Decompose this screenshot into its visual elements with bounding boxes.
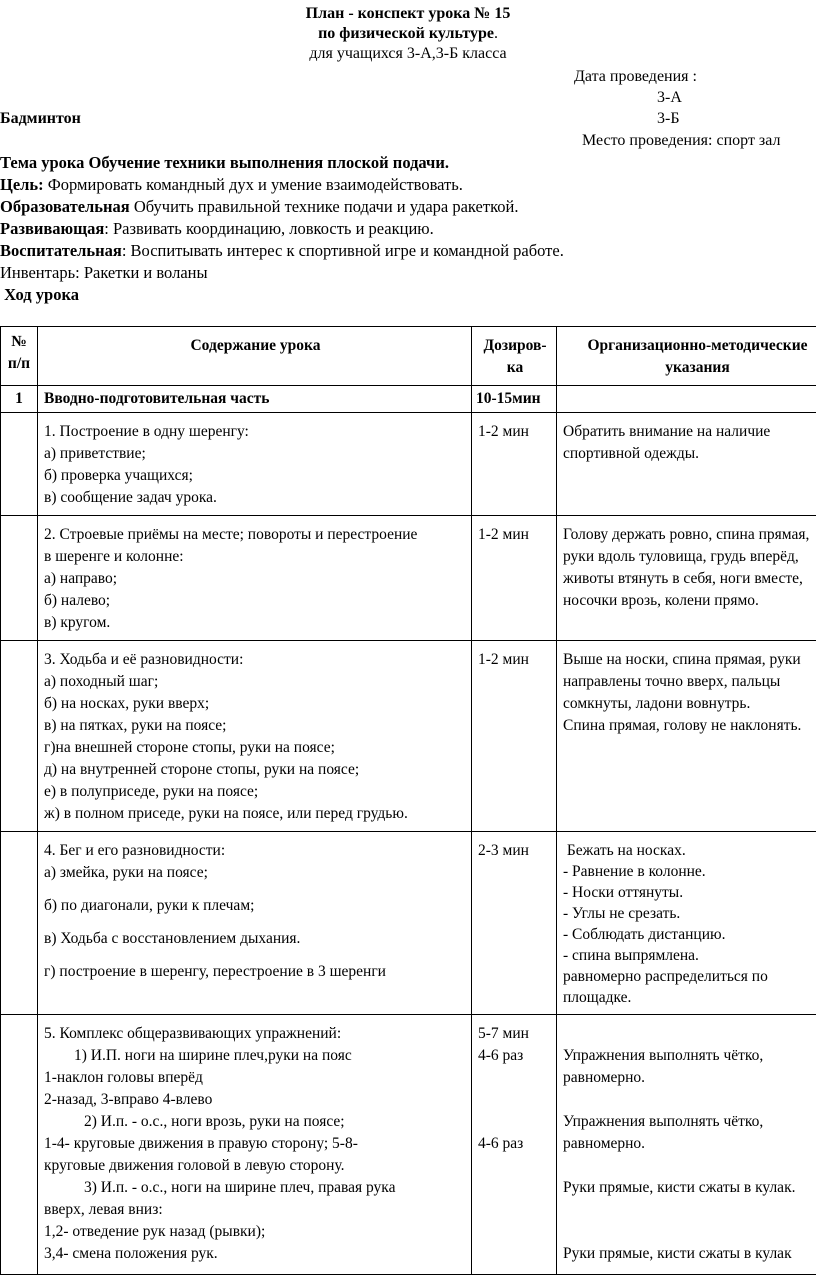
row-num-cell xyxy=(1,1015,38,1275)
row-content: 1. Построение в одну шеренгу: а) приветствие; б) проверка учащихся; в) сообщение задач урока. xyxy=(38,413,472,516)
header-notes: Организационно-методические указания xyxy=(557,327,816,386)
title-line-2 xyxy=(0,24,816,44)
row-notes: Выше на носки, спина прямая, руки направлены точно вверх, пальцы сомкнуты, ладони вовнутрь. Спина прямая, голову не наклонять. xyxy=(557,641,816,832)
title-line-3: для учащихся 3-А,3-Б класса xyxy=(0,44,816,64)
header-content: Содержание урока xyxy=(38,327,472,386)
row-dose: 1-2 мин xyxy=(472,641,557,832)
row-content: 3. Ходьба и её разновидности: а) походный шаг; б) на носках, руки вверх; в) на пятках, руки на поясе; г)на внешней стороне стопы, руки на поясе; д) на внутренней стороне стопы, руки на поясе; е) в полуприседе, руки на поясе; ж) в полном приседе, руки на поясе, или перед грудью. xyxy=(38,641,472,832)
title-subject: по физической культуре xyxy=(318,25,494,42)
section-notes xyxy=(557,386,816,413)
title-period: . xyxy=(494,25,498,42)
dev-line xyxy=(0,218,434,240)
section-dose: 10-15мин xyxy=(472,386,557,413)
topic-line xyxy=(0,152,449,174)
dev-text: : Развивать координацию, ловкость и реакцию. xyxy=(104,219,433,238)
row-num-cell xyxy=(1,641,38,832)
table-row xyxy=(1,1015,816,1275)
date-label: Дата проведения : xyxy=(574,67,697,87)
place-label: Место проведения: спорт зал xyxy=(582,131,780,151)
row-dose: 5-7 мин 4-6 раз 4-6 раз xyxy=(472,1015,557,1275)
goal-line xyxy=(0,174,463,196)
row-num-cell xyxy=(1,516,38,641)
edu-text: Обучить правильной технике подачи и удара ракеткой. xyxy=(130,197,519,216)
table-row xyxy=(1,832,816,1015)
lesson-table xyxy=(0,326,816,1275)
up-label: Воспитательная xyxy=(0,241,122,260)
dev-label: Развивающая xyxy=(0,219,104,238)
course-heading: Ход урока xyxy=(0,284,79,306)
row-dose: 2-3 мин xyxy=(472,832,557,1015)
goal-label: Цель: xyxy=(0,175,44,194)
inventory-line: Инвентарь: Ракетки и воланы xyxy=(0,262,208,284)
edu-line xyxy=(0,196,518,218)
section-num: 1 xyxy=(1,386,38,413)
title-line-1: План - конспект урока № 15 xyxy=(0,4,816,24)
section-row xyxy=(1,386,816,413)
row-content: 2. Строевые приёмы на месте; повороты и перестроение в шеренге и колонне: а) направо; б) налево; в) кругом. xyxy=(38,516,472,641)
row-num-cell xyxy=(1,832,38,1015)
row-dose: 1-2 мин xyxy=(472,516,557,641)
row-notes: Бежать на носках. - Равнение в колонне. - Носки оттянуты. - Углы не срезать. - Соблюдать дистанцию. - спина выпрямлена. равномерно распределиться по площадке. xyxy=(557,832,816,1015)
table-row xyxy=(1,641,816,832)
sport-name: Бадминтон xyxy=(0,109,81,129)
topic-text: Обучение техники выполнения плоской подачи. xyxy=(84,153,449,172)
up-text: : Воспитывать интерес к спортивной игре и командной работе. xyxy=(122,241,564,260)
topic-label: Тема урока xyxy=(0,153,84,172)
table-header-row xyxy=(1,327,816,386)
row-num-cell xyxy=(1,413,38,516)
row-content: 5. Комплекс общеразвивающих упражнений: 1) И.П. ноги на ширине плеч,руки на пояс 1-наклон головы вперёд 2-назад, 3-вправо 4-влево 2) И.п. - о.с., ноги врозь, руки на поясе; 1-4- круговые движения в правую сторону; 5-8- круговые движения головой в левую сторону. 3) И.п. - о.с., ноги на ширине плеч, правая рука вверх, левая вниз: 1,2- отведение рук назад (рывки); 3,4- смена положения рук. xyxy=(38,1015,472,1275)
class-b: 3-Б xyxy=(657,109,680,129)
row-content: 4. Бег и его разновидности: а) змейка, руки на поясе; б) по диагонали, руки к плечам; в) Ходьба с восстановлением дыхания. г) построение в шеренгу, перестроение в 3 шеренги xyxy=(38,832,472,1015)
row-notes: Голову держать ровно, спина прямая, руки вдоль туловища, грудь вперёд, животы втянуть в себя, ноги вместе, носочки врозь, колени прямо. xyxy=(557,516,816,641)
table-row xyxy=(1,516,816,641)
header-dose: Дозиров-ка xyxy=(472,327,557,386)
header-num: № п/п xyxy=(1,327,38,386)
section-title: Вводно-подготовительная часть xyxy=(38,386,472,413)
edu-label: Образовательная xyxy=(0,197,130,216)
class-a: 3-А xyxy=(657,88,682,108)
goal-text: Формировать командный дух и умение взаимодействовать. xyxy=(44,175,463,194)
table-row xyxy=(1,413,816,516)
row-dose: 1-2 мин xyxy=(472,413,557,516)
row-notes: Упражнения выполнять чётко, равномерно. Упражнения выполнять чётко, равномерно. Руки прямые, кисти сжаты в кулак. Руки прямые, кисти сжаты в кулак xyxy=(557,1015,816,1275)
upbringing-line xyxy=(0,240,564,262)
row-notes: Обратить внимание на наличие спортивной одежды. xyxy=(557,413,816,516)
